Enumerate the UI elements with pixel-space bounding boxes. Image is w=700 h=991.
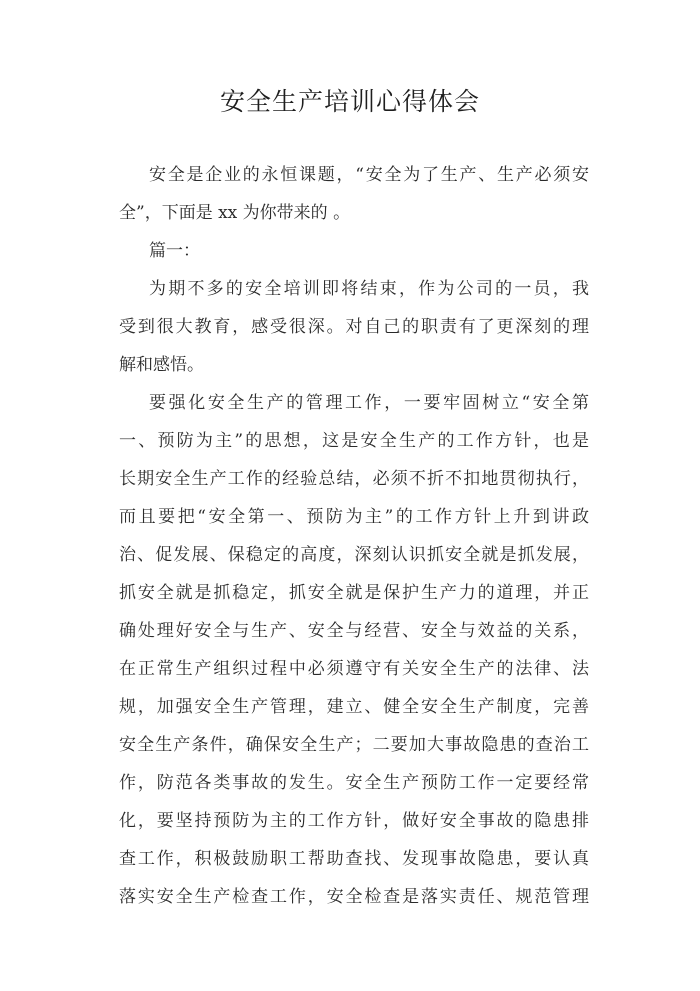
paragraph-line: 规，加强安全生产管理，建立、健全安全生产制度，完善 [119, 697, 589, 717]
paragraph-line: 治、促发展、保稳定的高度，深刻认识抓安全就是抓发展， [119, 545, 589, 565]
paragraph-line: 一、预防为主”的思想，这是安全生产的工作方针，也是 [119, 431, 589, 451]
paragraph-line: 确处理好安全与生产、安全与经营、安全与效益的关系， [119, 621, 589, 641]
paragraph-line: 解和感悟。 [119, 355, 204, 375]
paragraph-line: 安全生产条件，确保安全生产；二要加大事故隐患的查治工 [119, 735, 589, 755]
paragraph-line: 为期不多的安全培训即将结束，作为公司的一员，我 [149, 279, 589, 299]
paragraph-line: 而且要把“安全第一、预防为主”的工作方针上升到讲政 [119, 507, 589, 527]
paragraph-line: 化，要坚持预防为主的工作方针，做好安全事故的隐患排 [119, 811, 589, 831]
paragraph-line: 安全是企业的永恒课题，“安全为了生产、生产必须安 [149, 165, 589, 185]
paragraph-line: 受到很大教育，感受很深。对自己的职责有了更深刻的理 [119, 317, 589, 337]
paragraph-line: 长期安全生产工作的经验总结，必须不折不扣地贯彻执行， [119, 469, 589, 489]
paragraph-line: 抓安全就是抓稳定，抓安全就是保护生产力的道理，并正 [119, 583, 589, 603]
section-heading: 篇一： [149, 241, 200, 261]
paragraph-line: 作，防范各类事故的发生。安全生产预防工作一定要经常 [119, 773, 589, 793]
paragraph-line: 在正常生产组织过程中必须遵守有关安全生产的法律、法 [119, 659, 589, 679]
paragraph-line: 查工作，积极鼓励职工帮助查找、发现事故隐患，要认真 [119, 849, 589, 869]
paragraph-line: 落实安全生产检查工作，安全检查是落实责任、规范管理 [119, 887, 589, 907]
paragraph-line: 全”，下面是 xx 为你带来的 。 [119, 203, 351, 223]
paragraph-line: 要强化安全生产的管理工作，一要牢固树立“安全第 [149, 393, 589, 413]
document-title: 安全生产培训心得体会 [219, 87, 480, 116]
